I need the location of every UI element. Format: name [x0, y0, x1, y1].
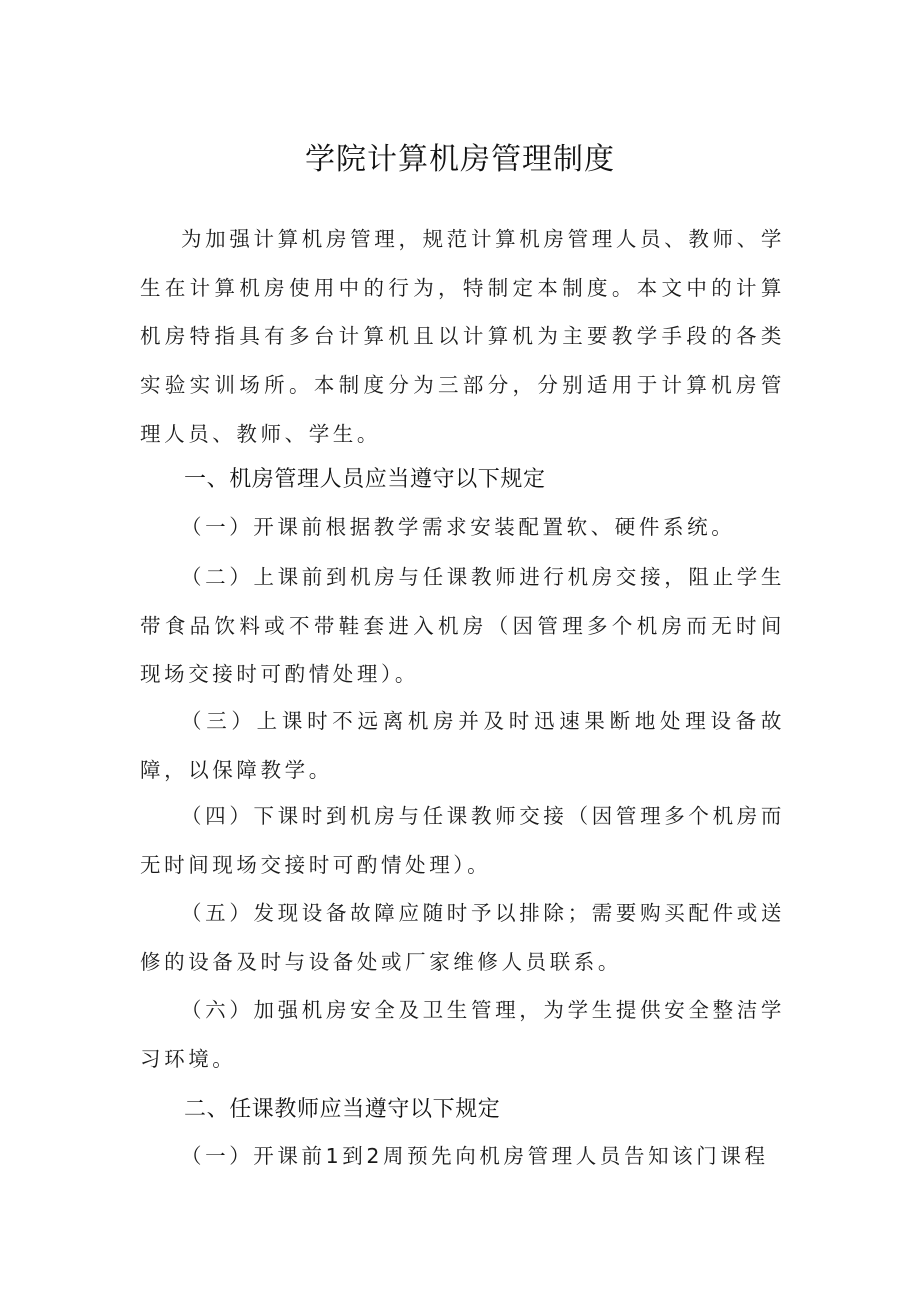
section-1-item-6: （六）加强机房安全及卫生管理，为学生提供安全整洁学习环境。 — [140, 998, 785, 1071]
section-1-item-5: （五）发现设备故障应随时予以排除；需要购买配件或送修的设备及时与设备处或厂家维修人员联系。 — [140, 901, 785, 974]
section-2-heading: 二、任课教师应当遵守以下规定 — [184, 1097, 501, 1122]
intro-paragraph: 为加强计算机房管理，规范计算机房管理人员、教师、学生在计算机房使用中的行为，特制定本制度。本文中的计算机房特指具有多台计算机且以计算机为主要教学手段的各类实验实训场所。本制度分为三部分，分别适用于计算机房管理人员、教师、学生。 — [140, 227, 785, 446]
section-1-item-1: （一）开课前根据教学需求安装配置软、硬件系统。 — [181, 515, 736, 539]
section-1-item-4: （四）下课时到机房与任课教师交接（因管理多个机房而无时间现场交接时可酌情处理）。 — [140, 804, 785, 877]
section-1-item-3: （三）上课时不远离机房并及时迅速果断地处理设备故障，以保障教学。 — [140, 709, 785, 782]
section-1-heading: 一、机房管理人员应当遵守以下规定 — [184, 467, 546, 492]
document-title: 学院计算机房管理制度 — [305, 142, 615, 177]
section-2-item-1: （一）开课前1到2周预先向机房管理人员告知该门课程 — [181, 1144, 769, 1168]
section-1-item-2: （二）上课前到机房与任课教师进行机房交接，阻止学生带食品饮料或不带鞋套进入机房（因管理多个机房而无时间现场交接时可酌情处理）。 — [140, 565, 785, 687]
